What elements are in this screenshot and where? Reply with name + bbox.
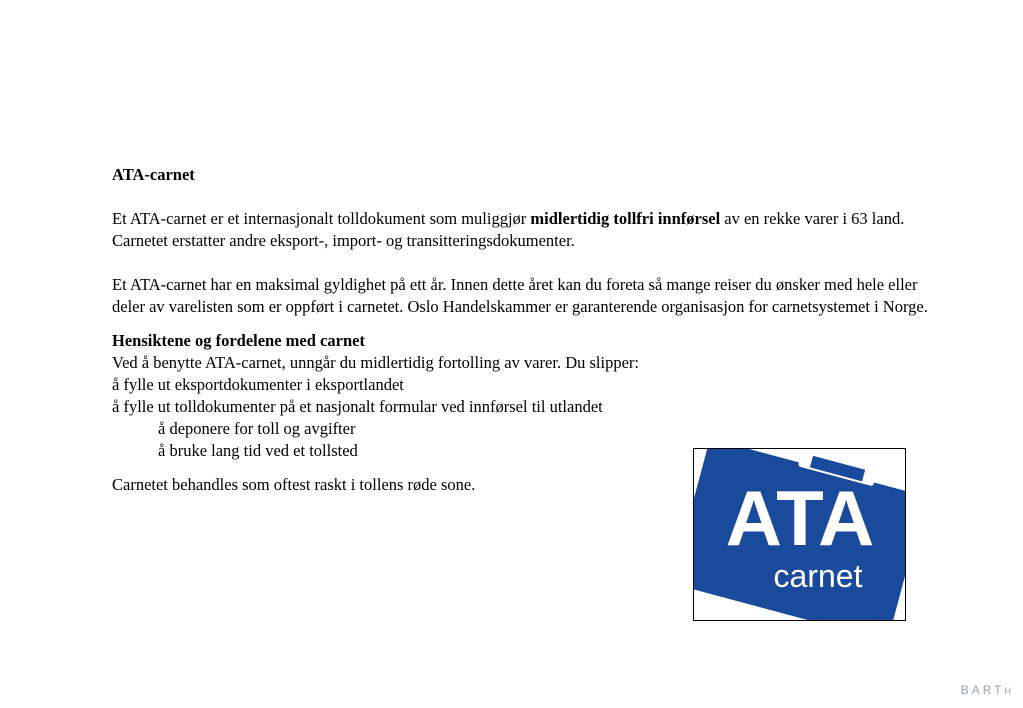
ata-carnet-logo-graphic xyxy=(694,449,905,620)
benefits-heading: Hensiktene og fordelene med carnet xyxy=(112,331,365,350)
brand-mark xyxy=(961,683,1013,697)
list-item: å bruke lang tid ved et tollsted xyxy=(158,441,358,460)
brand-mark-small: H xyxy=(1004,686,1013,696)
list-item: å fylle ut eksportdokumenter i eksportlandet xyxy=(112,375,404,394)
brand-mark-big: BART xyxy=(960,683,1005,697)
intro-bold-text: midlertidig tollfri innførsel xyxy=(530,209,721,228)
document-body xyxy=(112,164,932,496)
closing-paragraph: Carnetet behandles som oftest raskt i tollens røde sone. xyxy=(112,475,476,494)
benefits-lead: Ved å benytte ATA-carnet, unngår du midlertidig fortolling av varer. Du slipper: xyxy=(112,353,639,372)
validity-paragraph: Et ATA-carnet har en maksimal gyldighet på ett år. Innen dette året kan du foreta så mange reiser du ønsker med hele eller deler av varelisten som er oppført i carnetet. Oslo Handelskammer er garanterende organisasjon for carnetsystemet i Norge. xyxy=(112,275,928,316)
intro-paragraph xyxy=(112,208,932,252)
logo-word-big: ATA xyxy=(725,474,875,562)
logo-word-small: carnet xyxy=(773,558,863,594)
intro-text-2: av en rekke varer i 63 land. Carnetet erstatter andre eksport-, import- og transitteringsdokumenter. xyxy=(112,209,905,250)
list-item: å deponere for toll og avgifter xyxy=(158,419,356,438)
ata-carnet-logo xyxy=(693,448,906,621)
list-item: å fylle ut tolldokumenter på et nasjonalt formular ved innførsel til utlandet xyxy=(112,397,603,416)
intro-text-1: Et ATA-carnet er et internasjonalt tolldokument som muliggjør xyxy=(112,209,531,228)
document-title: ATA-carnet xyxy=(112,165,195,184)
